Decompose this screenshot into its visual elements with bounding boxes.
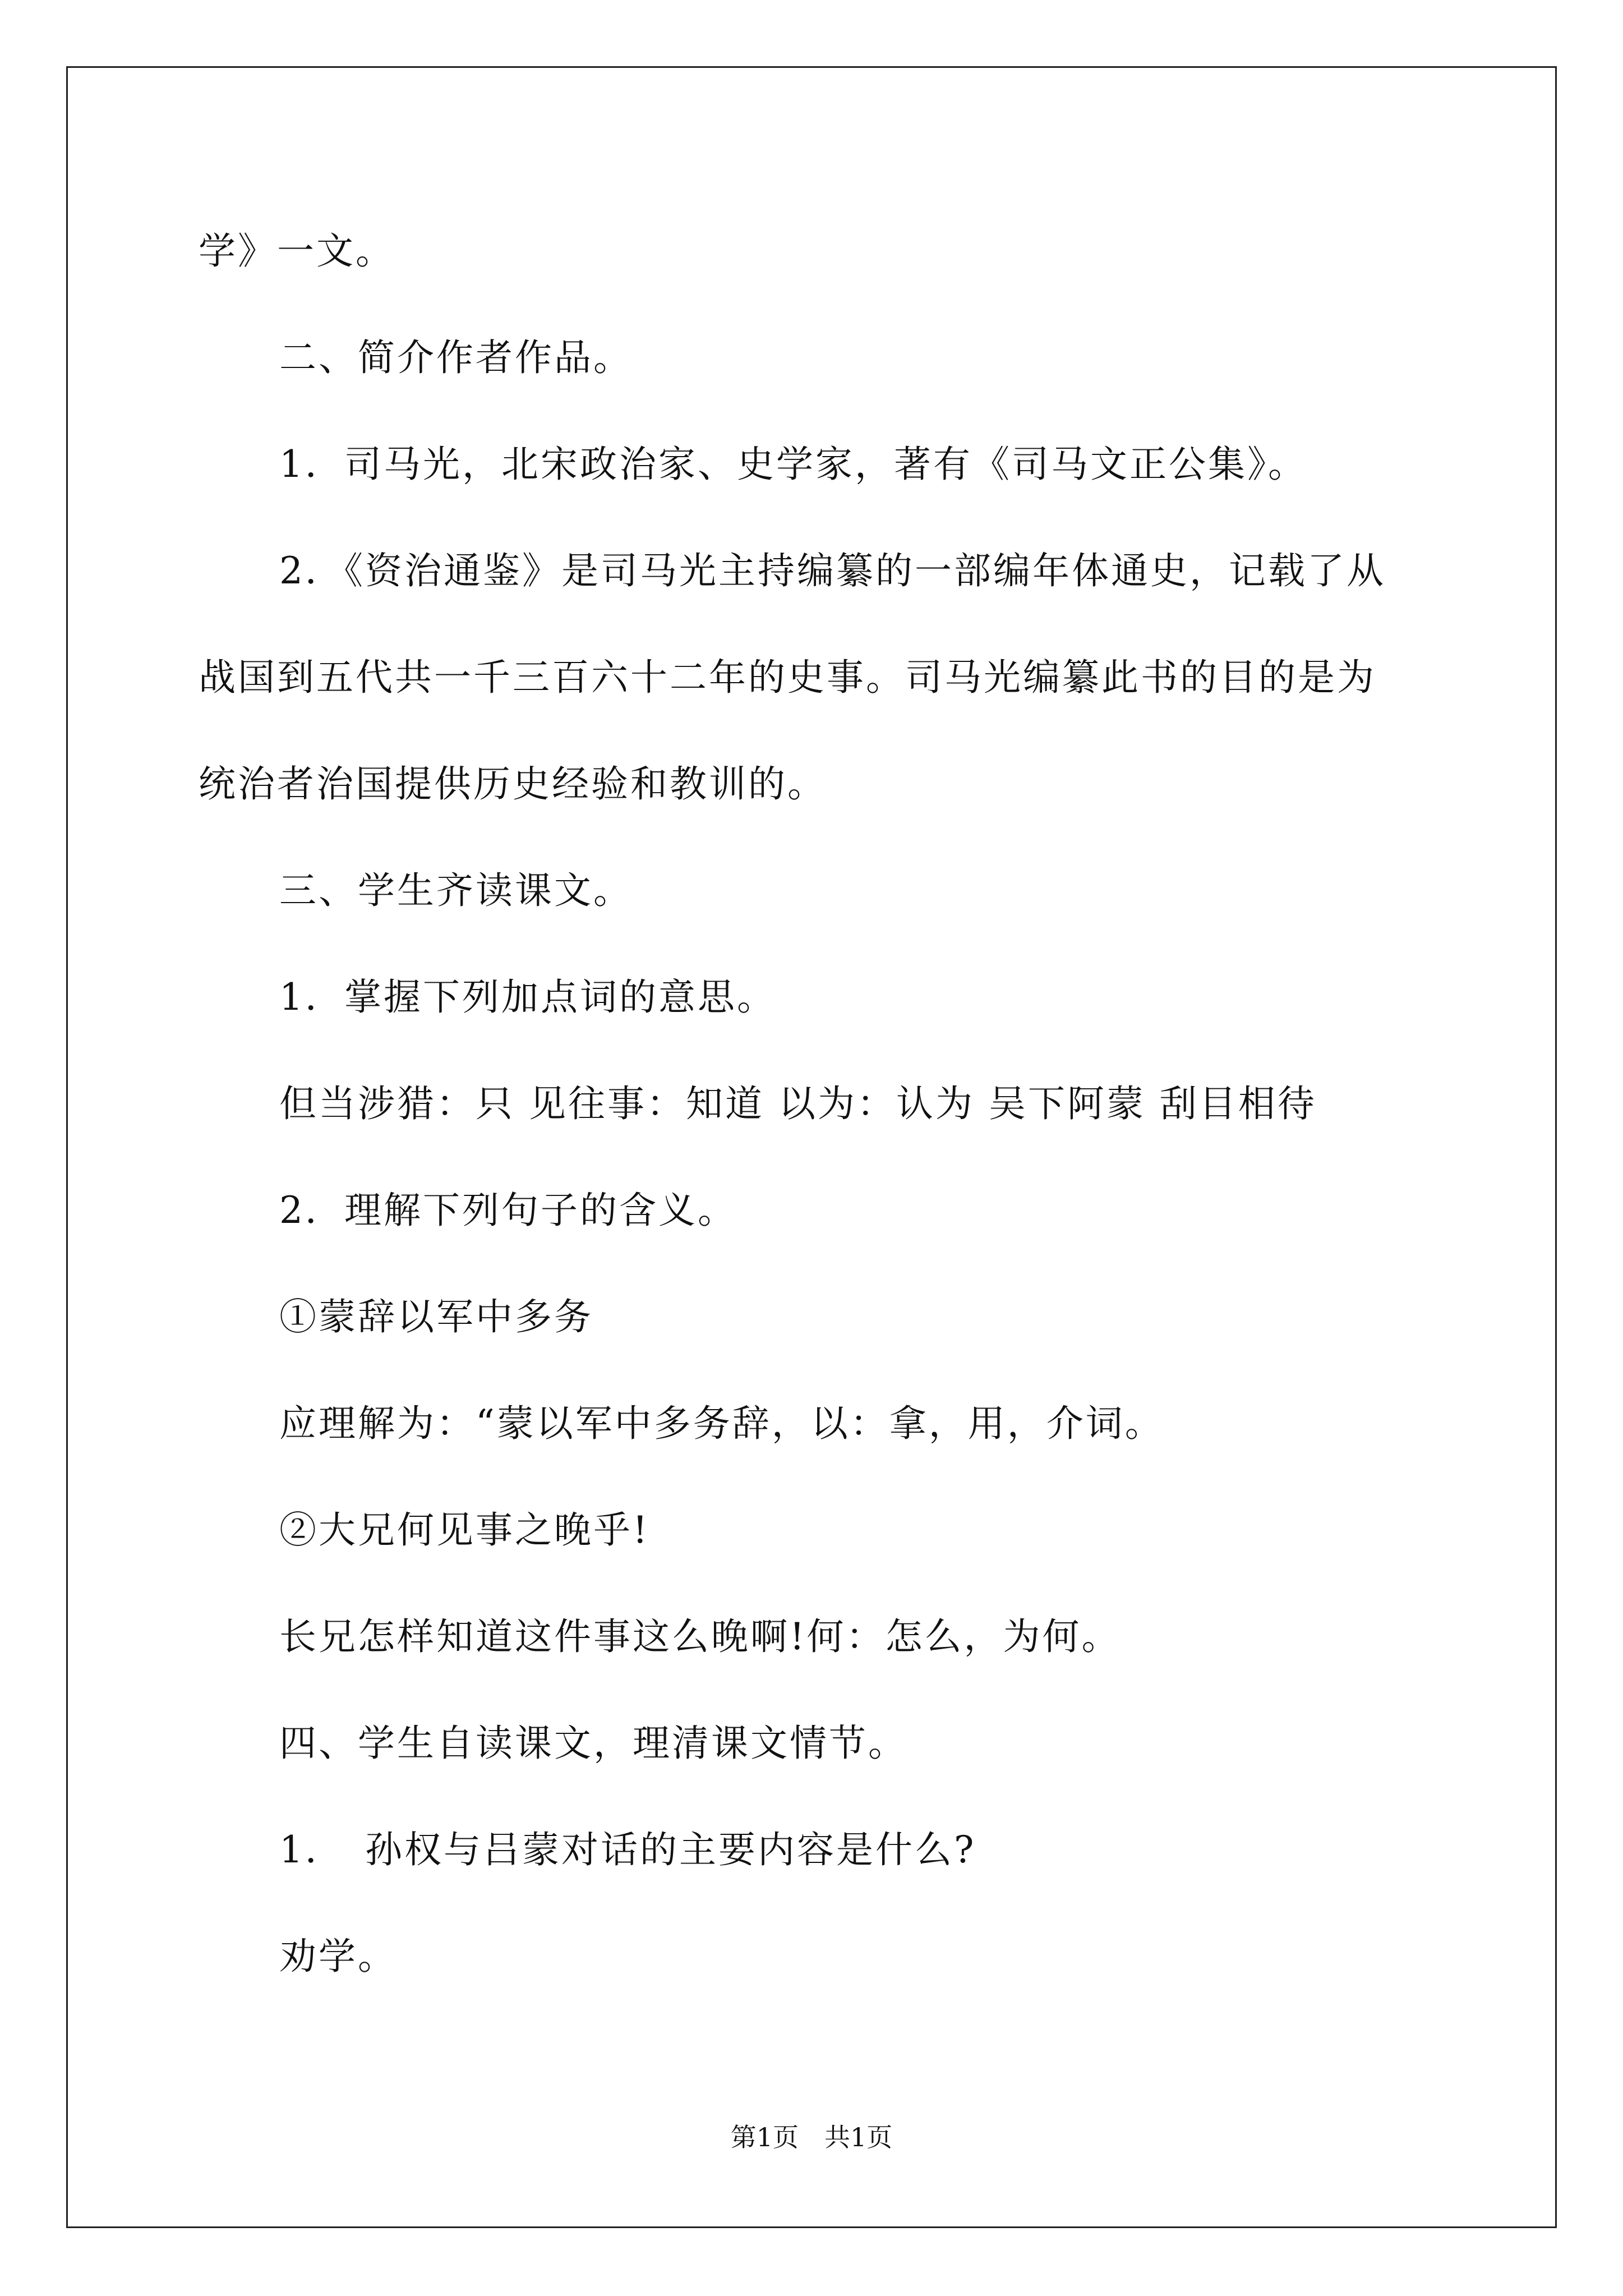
text-line-11: ①蒙辞以军中多务 xyxy=(279,1295,593,1338)
page-footer: 第1页 共1页 xyxy=(730,2122,893,2152)
text-line-7: 三、学生齐读课文。 xyxy=(279,869,633,912)
text-line-5: 战国到五代共一千三百六十二年的史事。司马光编纂此书的目的是为 xyxy=(199,656,1376,699)
page-border xyxy=(66,66,1557,2228)
text-line-1: 学》一文。 xyxy=(199,229,395,273)
text-line-4: 2．《资治通鉴》是司马光主持编纂的一部编年体通史，记载了从 xyxy=(279,549,1386,592)
text-line-3: 1．司马光，北宋政治家、史学家，著有《司马文正公集》。 xyxy=(279,443,1307,486)
text-line-17: 劝学。 xyxy=(279,1935,397,1978)
text-line-15: 四、学生自读课文，理清课文情节。 xyxy=(279,1722,907,1765)
text-line-12: 应理解为：“蒙以军中多务辞，以：拿，用，介词。 xyxy=(279,1402,1164,1445)
text-line-9: 但当涉猎：只 见往事：知道 以为：认为 吴下阿蒙 刮目相待 xyxy=(279,1082,1317,1125)
text-line-2: 二、简介作者作品。 xyxy=(279,336,633,379)
text-line-6: 统治者治国提供历史经验和教训的。 xyxy=(199,762,827,806)
text-line-13: ②大兄何见事之晚乎! xyxy=(279,1508,650,1552)
text-line-14: 长兄怎样知道这件事这么晚啊!何：怎么，为何。 xyxy=(279,1615,1121,1658)
text-line-16: 1． 孙权与吕蒙对话的主要内容是什么? xyxy=(279,1828,976,1871)
text-line-10: 2．理解下列句子的含义。 xyxy=(279,1189,737,1232)
text-line-8: 1．掌握下列加点词的意思。 xyxy=(279,976,776,1019)
